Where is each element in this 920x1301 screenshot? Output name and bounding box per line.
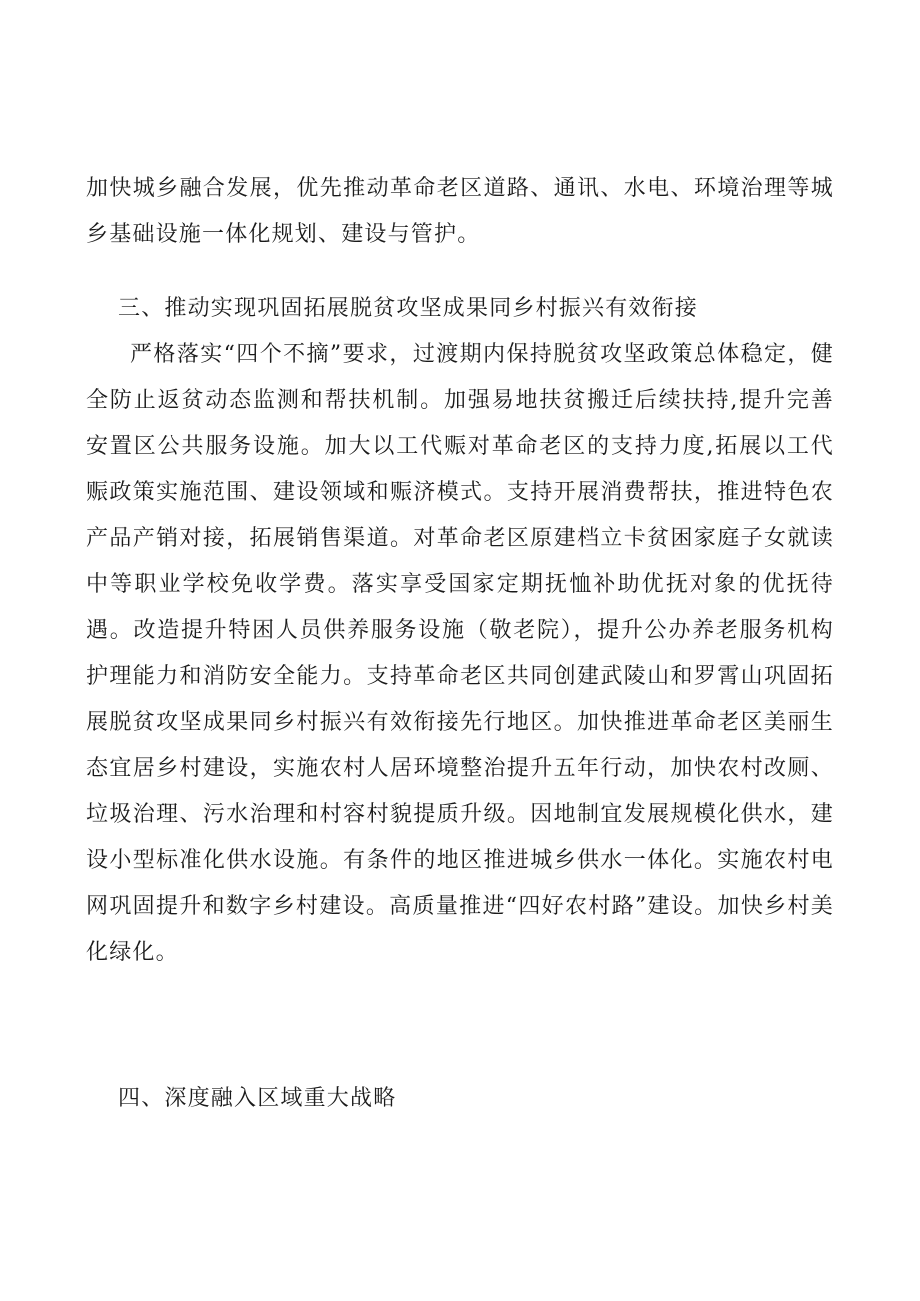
paragraph-urban-rural-integration: 加快城乡融合发展，优先推动革命老区道路、通讯、水电、环境治理等城乡基础设施一体化规划、建设与管护。 (86, 176, 834, 247)
section-heading-3: 三、推动实现巩固拓展脱贫攻坚成果同乡村振兴有效衔接 (118, 296, 699, 321)
section-heading-4: 四、深度融入区域重大战略 (118, 1086, 397, 1111)
paragraph-poverty-alleviation: 严格落实“四个不摘”要求，过渡期内保持脱贫攻坚政策总体稳定，健全防止返贫动态监测和帮扶机制。加强易地扶贫搬迁后续扶持,提升完善安置区公共服务设施。加大以工代赈对革命老区的支持力度,拓展以工代赈政策实施范围、建设领域和赈济模式。支持开展消费帮扶，推进特色农产品产销对接，拓展销售渠道。对革命老区原建档立卡贫困家庭子女就读中等职业学校免收学费。落实享受国家定期抚恤补助优抚对象的优抚待遇。改造提升特困人员供养服务设施（敬老院），提升公办养老服务机构护理能力和消防安全能力。支持革命老区共同创建武陵山和罗霄山巩固拓展脱贫攻坚成果同乡村振兴有效衔接先行地区。加快推进革命老区美丽生态宜居乡村建设，实施农村人居环境整治提升五年行动，加快农村改厕、垃圾治理、污水治理和村容村貌提质升级。因地制宜发展规模化供水，建设小型标准化供水设施。有条件的地区推进城乡供水一体化。实施农村电网巩固提升和数字乡村建设。高质量推进“四好农村路”建设。加快乡村美化绿化。 (86, 342, 834, 965)
